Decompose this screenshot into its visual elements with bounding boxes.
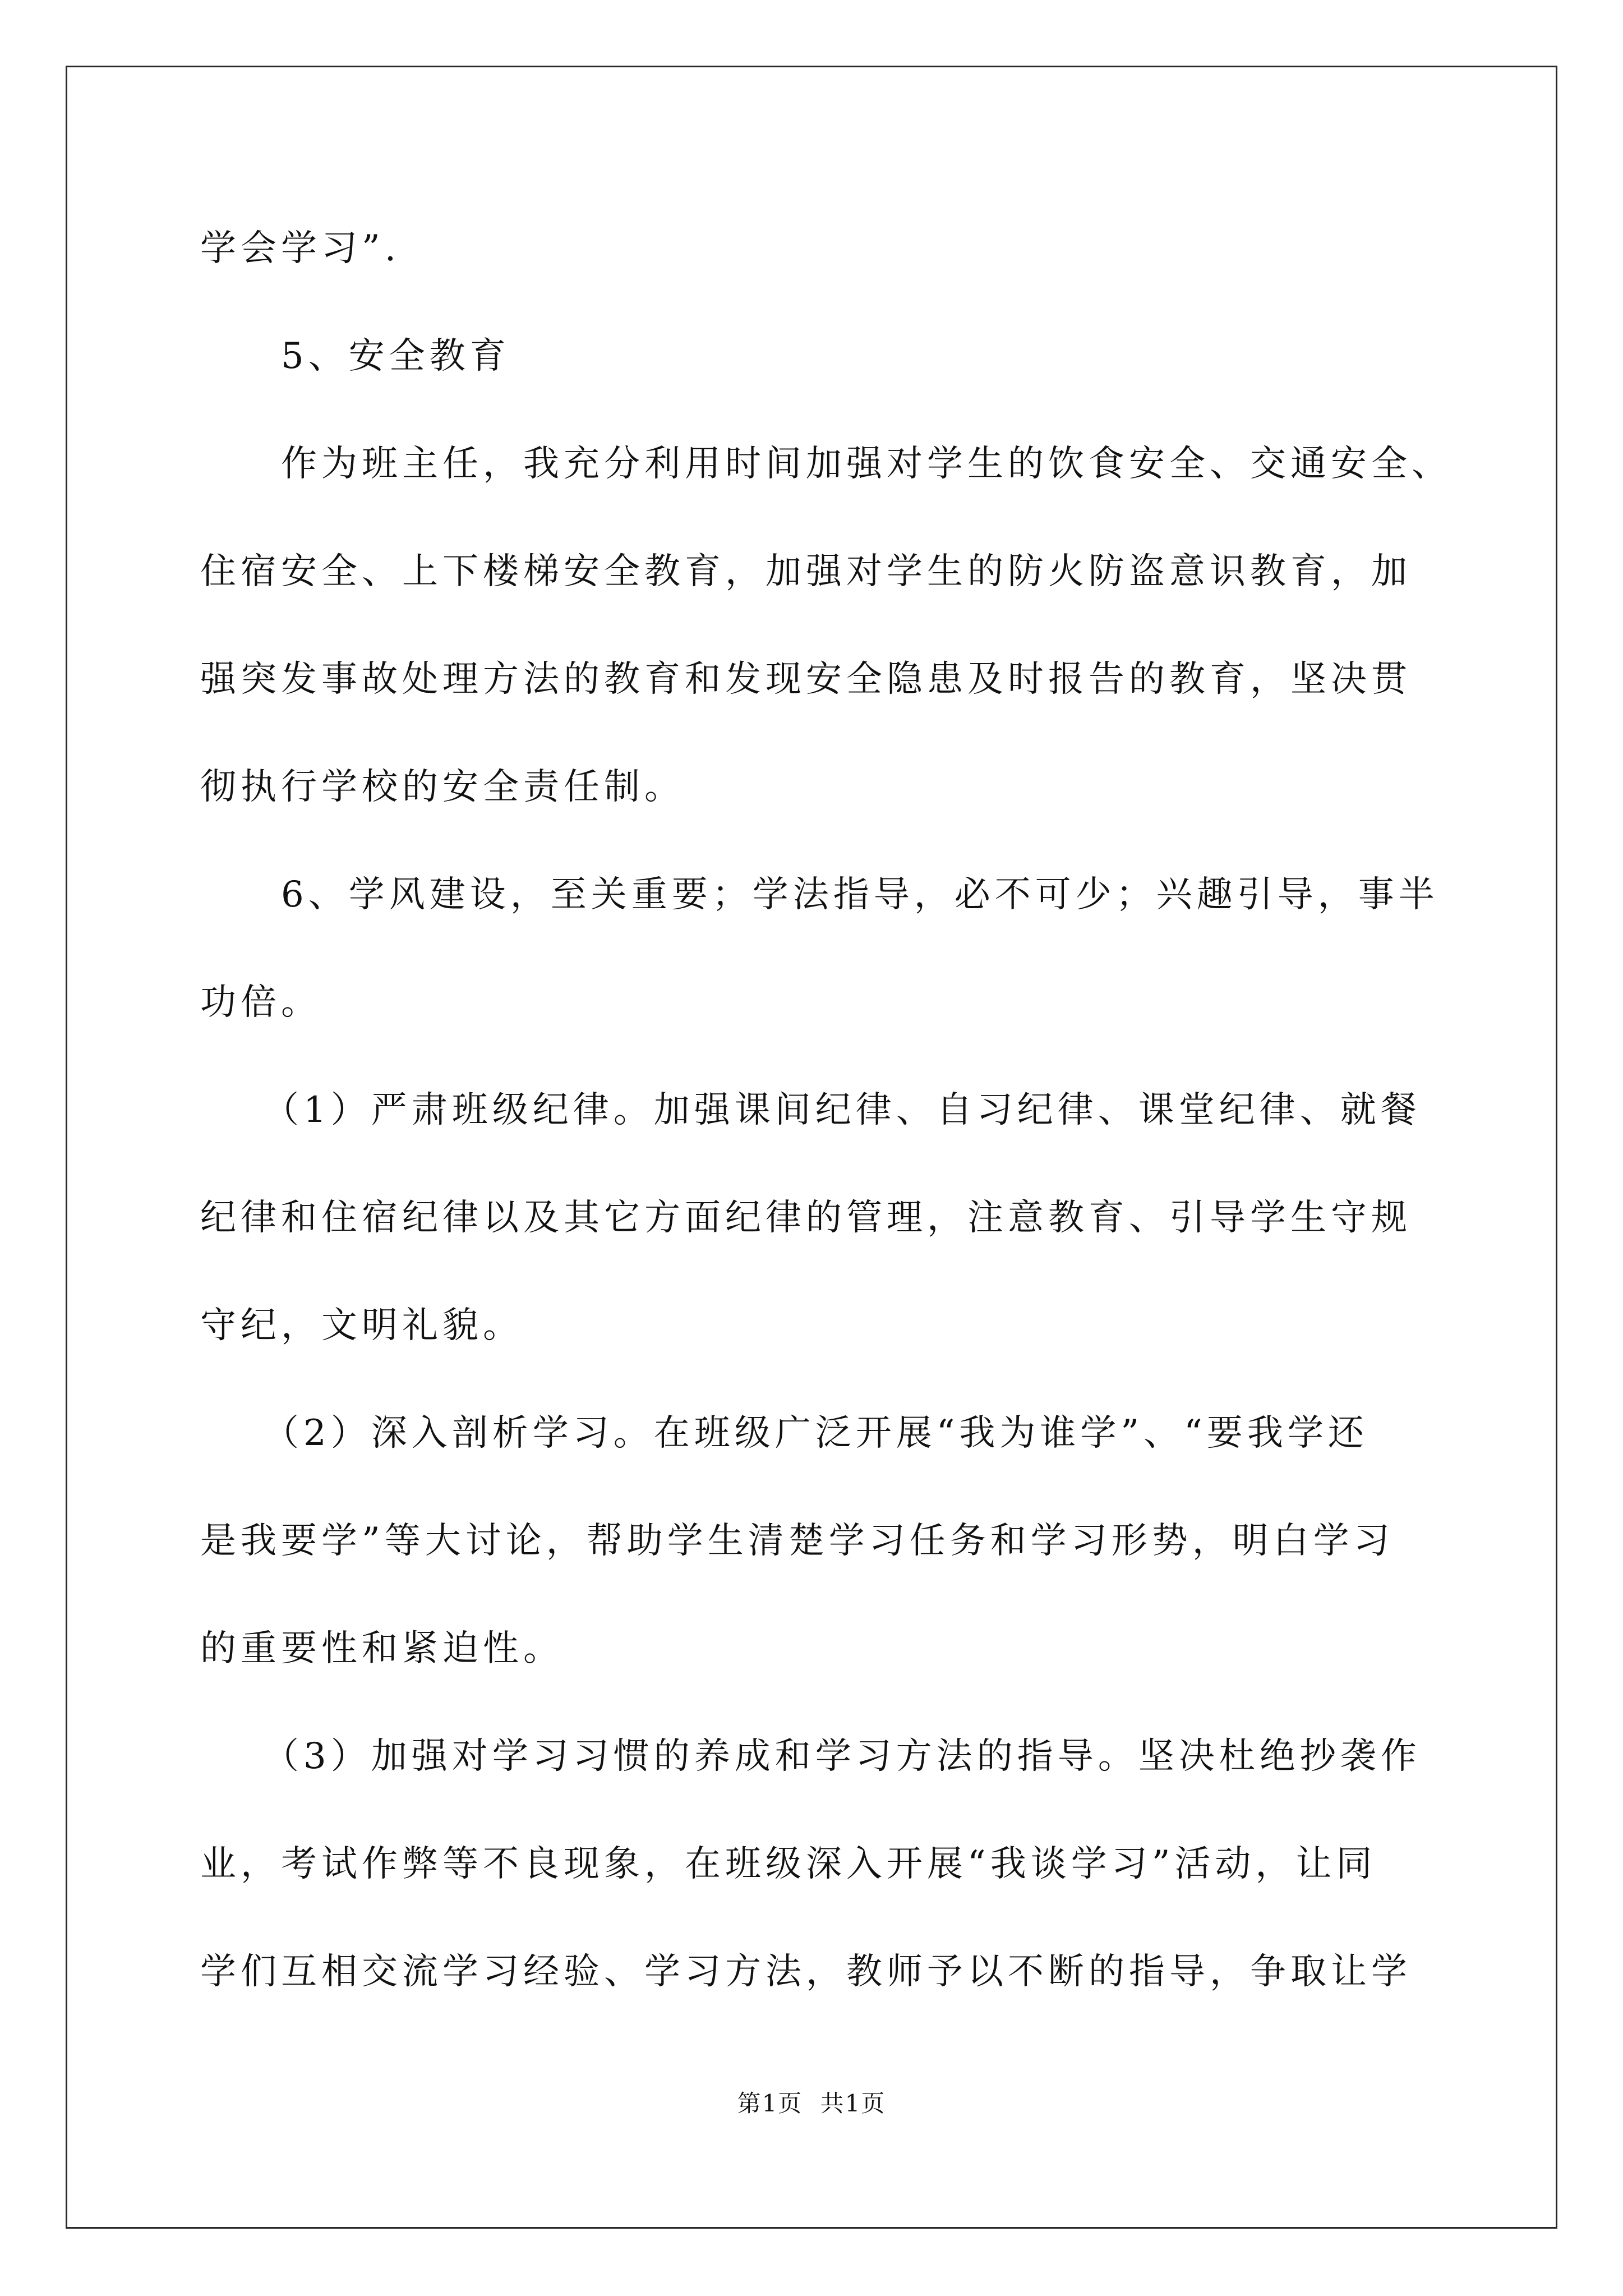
- text-line: 学们互相交流学习经验、学习方法，教师予以不断的指导，争取让学: [200, 1951, 1412, 1993]
- text-line: 5、安全教育: [200, 335, 510, 377]
- text-line: 学会学习”.: [200, 228, 401, 269]
- text-line: 6、学风建设，至关重要；学法指导，必不可少；兴趣引导，事半: [200, 874, 1439, 915]
- text-line: 彻执行学校的安全责任制。: [200, 766, 685, 808]
- text-line: （2）深入剖析学习。在班级广泛开展“我为谁学”、“要我学还: [200, 1412, 1368, 1454]
- text-line: （3）加强对学习习惯的养成和学习方法的指导。坚决杜绝抄袭作: [200, 1736, 1421, 1777]
- page-border: [66, 66, 1557, 2229]
- page-footer: [0, 2088, 1623, 2119]
- text-line: 纪律和住宿纪律以及其它方面纪律的管理，注意教育、引导学生守规: [200, 1197, 1412, 1239]
- text-line: （1）严肃班级纪律。加强课间纪律、自习纪律、课堂纪律、就餐: [200, 1089, 1421, 1131]
- text-line: 的重要性和紧迫性。: [200, 1628, 564, 1669]
- text-line: 功倍。: [200, 982, 321, 1023]
- text-line: 业，考试作弊等不良现象，在班级深入开展“我谈学习”活动，让同: [200, 1843, 1377, 1885]
- text-line: 守纪，文明礼貌。: [200, 1305, 523, 1346]
- page-total: 共1页: [820, 2090, 886, 2117]
- text-line: 强突发事故处理方法的教育和发现安全隐患及时报告的教育，坚决贯: [200, 659, 1412, 700]
- text-line: 作为班主任，我充分利用时间加强对学生的饮食安全、交通安全、: [200, 443, 1452, 485]
- text-line: 是我要学”等大讨论，帮助学生清楚学习任务和学习形势，明白学习: [200, 1520, 1394, 1562]
- text-line: 住宿安全、上下楼梯安全教育，加强对学生的防火防盗意识教育，加: [200, 551, 1412, 592]
- page-number: 第1页: [737, 2090, 803, 2117]
